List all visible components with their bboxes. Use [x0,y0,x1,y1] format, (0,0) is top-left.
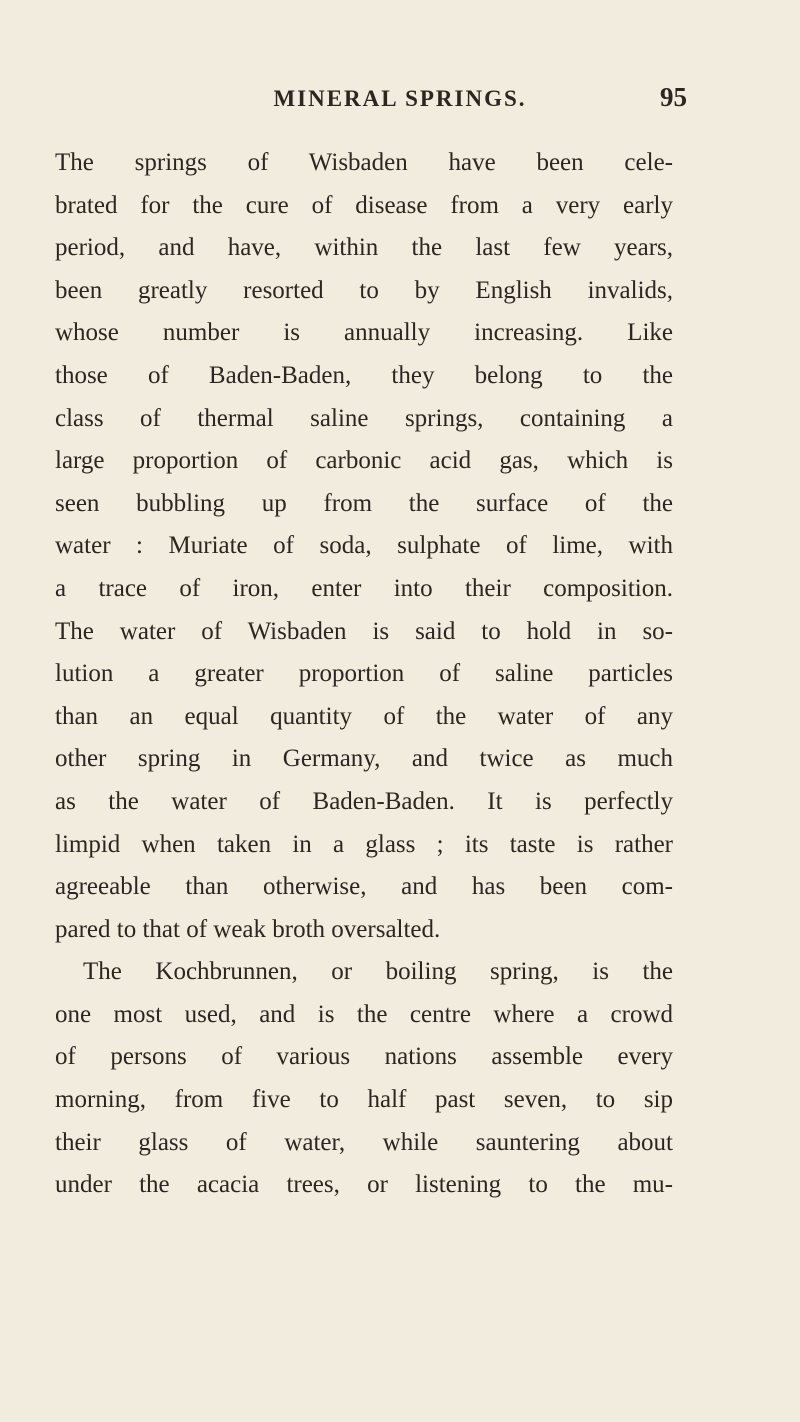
text-line: lution a greater proportion of saline particles [55,660,673,688]
text-line: brated for the cure of disease from a very early [55,191,673,219]
text-line: The water of Wisbaden is said to hold in so- [55,617,673,645]
text-line: as the water of Baden-Baden. It is perfectly [55,787,673,815]
text-line: period, and have, within the last few years, [55,234,673,262]
text-line: class of thermal saline springs, containing a [55,404,673,432]
text-line: their glass of water, while sauntering about [55,1128,673,1156]
text-line: The Kochbrunnen, or boiling spring, is the [83,958,673,986]
text-line: other spring in Germany, and twice as much [55,745,673,773]
page-number: 95 [660,82,687,112]
text-line: those of Baden-Baden, they belong to the [55,361,673,389]
text-line: one most used, and is the centre where a crowd [55,1000,673,1028]
text-line: seen bubbling up from the surface of the [55,489,673,517]
body-text [55,142,673,1207]
text-line: of persons of various nations assemble every [55,1043,673,1071]
text-line: than an equal quantity of the water of any [55,702,673,730]
text-line: large proportion of carbonic acid gas, which is [55,447,673,475]
running-title: MINERAL SPRINGS. [273,86,527,111]
text-line: morning, from five to half past seven, to sip [55,1086,673,1114]
text-line: pared to that of weak broth oversalted. [55,915,441,943]
text-line: water : Muriate of soda, sulphate of lime, with [55,532,673,560]
text-line: whose number is annually increasing. Like [55,319,673,347]
page-header [0,82,800,126]
text-line: limpid when taken in a glass ; its taste is rather [55,830,673,858]
text-line: been greatly resorted to by English invalids, [55,276,673,304]
text-line: The springs of Wisbaden have been cele- [55,149,673,176]
text-line: agreeable than otherwise, and has been com- [55,873,673,901]
text-line: under the acacia trees, or listening to the mu- [55,1171,673,1199]
text-line: a trace of iron, enter into their composition. [55,574,673,602]
